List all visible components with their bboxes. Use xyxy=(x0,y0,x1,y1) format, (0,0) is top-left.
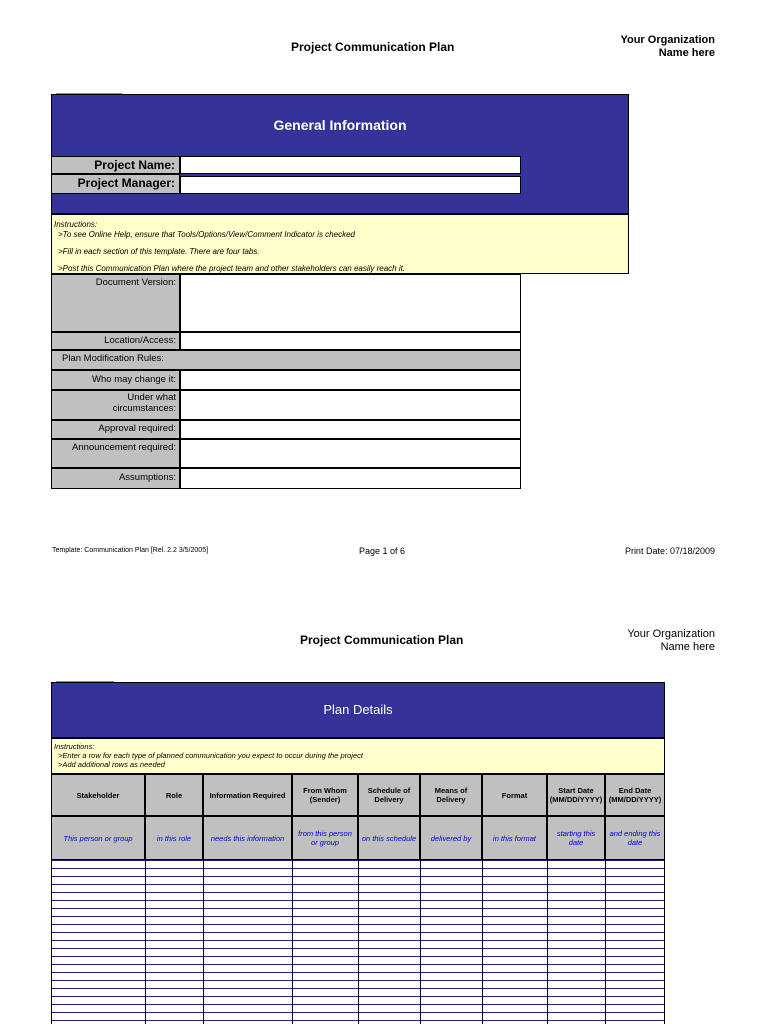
project-name-label: Project Name: xyxy=(51,156,180,174)
example-cell: starting this date xyxy=(547,816,605,860)
column-header: Information Required xyxy=(203,774,292,816)
org-line-2: Name here xyxy=(658,47,715,59)
org-line-2: Name here xyxy=(660,641,715,653)
project-manager-field[interactable] xyxy=(180,176,521,194)
assumptions-label: Assumptions: xyxy=(51,468,180,489)
project-manager-label: Project Manager: xyxy=(51,174,180,194)
who-may-change-field[interactable] xyxy=(180,370,521,390)
under-what-circumstances-label xyxy=(51,390,180,420)
approval-required-label: Approval required: xyxy=(51,420,180,439)
org-line-1: Your Organization xyxy=(620,34,715,46)
example-cell: on this schedule xyxy=(358,816,420,860)
instructions-heading: Instructions: xyxy=(54,220,98,229)
column-divider xyxy=(420,860,421,1024)
footer-print-date: Print Date: 07/18/2009 xyxy=(624,546,715,556)
plan-modification-rules-label: Plan Modification Rules: xyxy=(51,350,521,370)
column-divider xyxy=(358,860,359,1024)
column-header: Means of Delivery xyxy=(420,774,482,816)
column-divider xyxy=(605,860,606,1024)
column-header: Start Date (MM/DD/YYYY) xyxy=(547,774,605,816)
approval-required-field[interactable] xyxy=(180,420,521,439)
column-divider xyxy=(547,860,548,1024)
instructions-box xyxy=(51,738,665,774)
instruction-line: >Add additional rows as needed xyxy=(58,760,165,769)
location-access-field[interactable] xyxy=(180,332,521,350)
document-version-field[interactable] xyxy=(180,274,521,332)
organization-name xyxy=(560,34,715,60)
document-version-label: Document Version: xyxy=(51,274,180,332)
page-title: Project Communication Plan xyxy=(291,40,455,54)
example-cell: and ending this date xyxy=(605,816,665,860)
instruction-line: >To see Online Help, ensure that Tools/Options/View/Comment Indicator is checked xyxy=(58,230,355,239)
org-line-1: Your Organization xyxy=(627,628,715,640)
footer-page-number: Page 1 of 6 xyxy=(359,546,406,556)
footer-template: Template: Communication Plan [Rel. 2.2 3/5/2005] xyxy=(52,547,209,554)
announcement-required-label: Announcement required: xyxy=(51,439,180,468)
column-divider xyxy=(482,860,483,1024)
column-header: Stakeholder xyxy=(51,774,145,816)
label-line: Under what xyxy=(127,392,176,403)
instruction-line: >Post this Communication Plan where the project team and other stakeholders can easily reach it. xyxy=(58,264,406,273)
example-cell: from this person or group xyxy=(292,816,358,860)
column-header: Schedule of Delivery xyxy=(358,774,420,816)
instruction-line: >Fill in each section of this template. There are four tabs. xyxy=(58,247,260,256)
column-divider xyxy=(51,860,52,1024)
column-divider xyxy=(292,860,293,1024)
example-cell: in this format xyxy=(482,816,547,860)
general-information-panel xyxy=(51,94,629,214)
announcement-required-field[interactable] xyxy=(180,439,521,468)
example-cell: needs this information xyxy=(203,816,292,860)
assumptions-field[interactable] xyxy=(180,468,521,489)
column-header: Role xyxy=(145,774,203,816)
organization-name xyxy=(560,628,715,654)
column-divider xyxy=(145,860,146,1024)
example-cell: in this role xyxy=(145,816,203,860)
who-may-change-label: Who may change it: xyxy=(51,370,180,390)
column-header: Format xyxy=(482,774,547,816)
panel-heading: Plan Details xyxy=(323,702,393,717)
column-header: From Whom (Sender) xyxy=(292,774,358,816)
instructions-box xyxy=(51,214,629,274)
page-title: Project Communication Plan xyxy=(300,633,464,647)
column-divider xyxy=(203,860,204,1024)
instructions-heading: Instructions: xyxy=(54,742,95,751)
label-line: circumstances: xyxy=(112,403,176,414)
project-name-field[interactable] xyxy=(180,156,521,174)
instruction-line: >Enter a row for each type of planned communication you expect to occur during the project xyxy=(58,751,363,760)
under-what-circumstances-field[interactable] xyxy=(180,390,521,420)
column-header: End Date (MM/DD/YYYY) xyxy=(605,774,665,816)
example-cell: This person or group xyxy=(51,816,145,860)
panel-heading: General Information xyxy=(273,117,407,133)
location-access-label: Location/Access: xyxy=(51,332,180,350)
column-divider xyxy=(664,860,665,1024)
example-cell: delivered by xyxy=(420,816,482,860)
